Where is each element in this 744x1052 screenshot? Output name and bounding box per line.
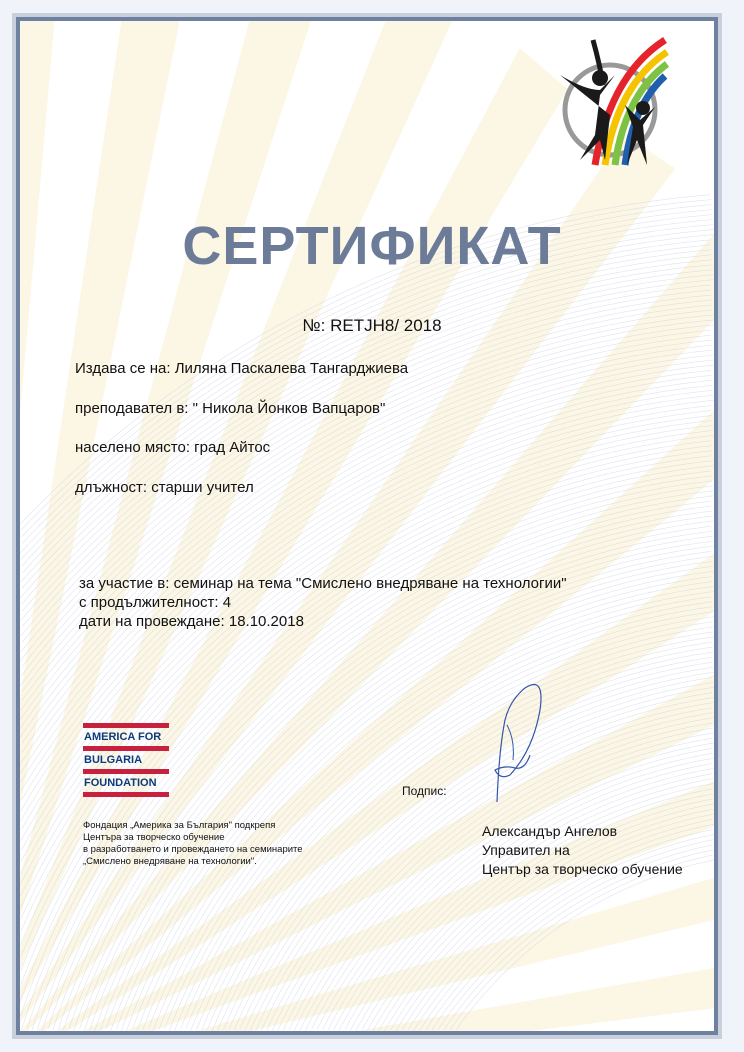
dates: дати на провеждане: 18.10.2018	[79, 613, 304, 630]
signature-label: Подпис:	[402, 784, 447, 798]
sponsor-line: в разработването и провеждането на семинарите	[83, 844, 303, 855]
duration: с продължителност: 4	[79, 594, 232, 611]
signatory-role: Управител на	[482, 842, 570, 858]
certificate-number: №: RETJH8/ 2018	[302, 316, 442, 335]
center-logo	[555, 35, 690, 170]
logo-line: BULGARIA	[84, 754, 143, 766]
certificate-title: СЕРТИФИКАТ	[182, 216, 562, 276]
signature-image	[485, 680, 555, 805]
america-for-bulgaria-logo	[83, 723, 169, 797]
sponsor-line: „Смислено внедряване на технологии".	[83, 856, 257, 867]
sponsor-line: Центъра за творческо обучение	[83, 832, 225, 843]
location: населено място: град Айтос	[75, 439, 271, 456]
participation: за участие в: семинар на тема "Смислено внедряване на технологии"	[79, 575, 567, 592]
logo-line: FOUNDATION	[84, 777, 157, 789]
certificate-paper	[20, 21, 714, 1031]
teacher-at: преподавател в: " Никола Йонков Вапцаров"	[75, 400, 386, 417]
sponsor-line: Фондация „Америка за България" подкрепя	[83, 820, 276, 831]
logo-line: AMERICA FOR	[84, 731, 162, 743]
sponsor-text	[83, 820, 303, 868]
position: длъжност: старши учител	[75, 479, 254, 496]
guilloche-background	[20, 21, 714, 1031]
signatory-name: Александър Ангелов	[482, 823, 618, 839]
issued-to: Издава се на: Лиляна Паскалева Тангарджиева	[75, 360, 409, 377]
signatory	[482, 822, 683, 879]
signatory-org: Център за творческо обучение	[482, 861, 683, 877]
